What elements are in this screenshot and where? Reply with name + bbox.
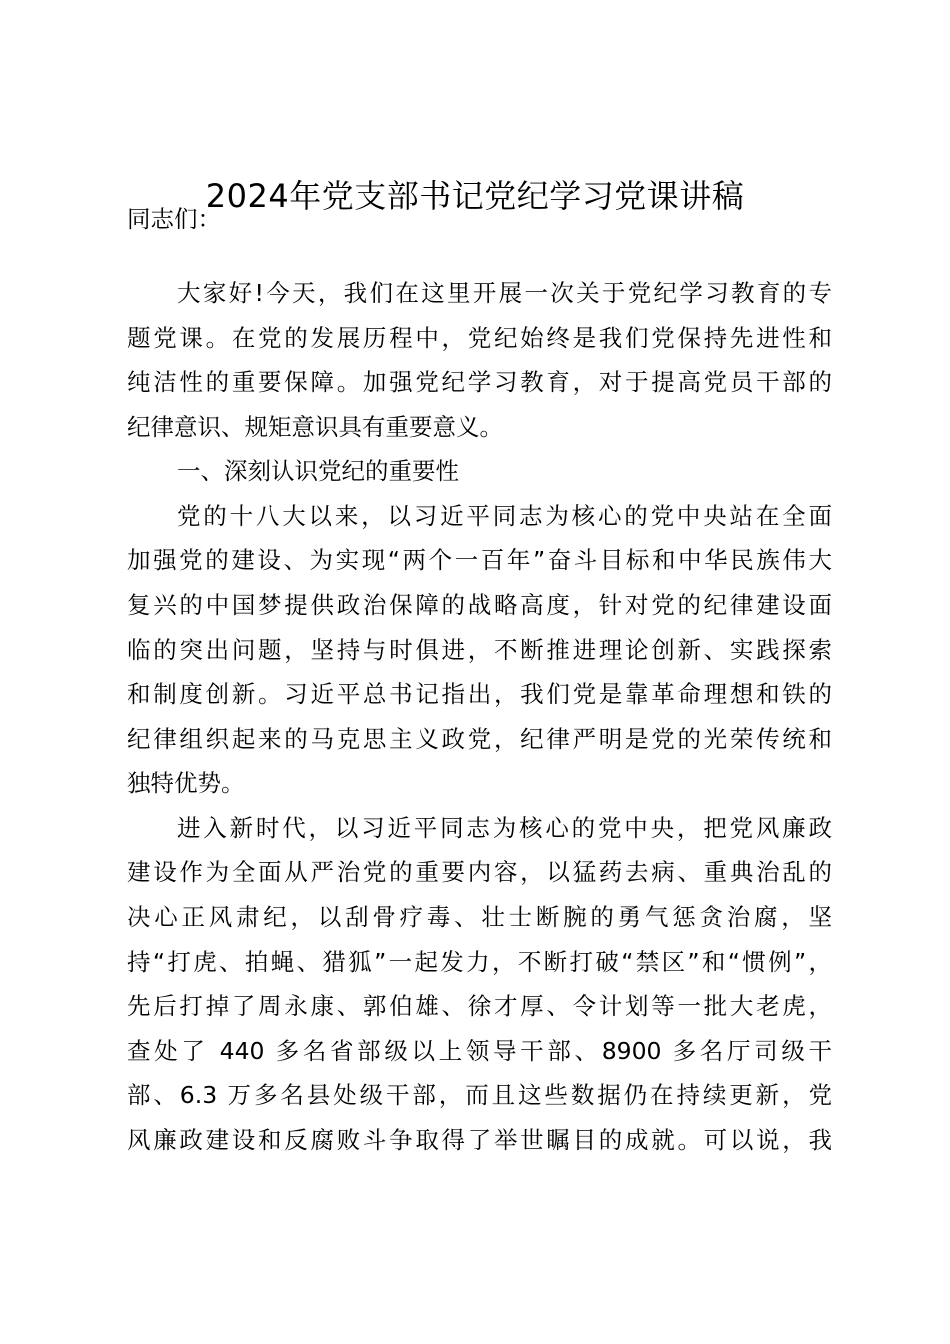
document-title: 2024年党支部书记党纪学习党课讲稿: [205, 177, 745, 215]
paragraph-line: 加强党的建设、为实现“两个一百年”奋斗目标和中华民族伟大: [127, 546, 832, 574]
paragraph-line: 先后打掉了周永康、郭伯雄、徐才厚、令计划等一批大老虎，: [127, 992, 832, 1020]
paragraph-line: 大家好!今天，我们在这里开展一次关于党纪学习教育的专: [177, 279, 832, 307]
paragraph-line: 党的十八大以来，以习近平同志为核心的党中央站在全面: [177, 502, 832, 530]
paragraph-line: 部、6.3 万多名县处级干部，而且这些数据仍在持续更新，党: [127, 1081, 832, 1109]
paragraph-line: 建设作为全面从严治党的重要内容，以猛药去病、重典治乱的: [127, 858, 832, 886]
paragraph-line: 纯洁性的重要保障。加强党纪学习教育，对于提高党员干部的: [127, 368, 832, 396]
paragraph-line: 持“打虎、拍蝇、猎狐”一起发力，不断打破“禁区”和“惯例”，: [127, 948, 832, 976]
paragraph-line: 题党课。在党的发展历程中，党纪始终是我们党保持先进性和: [127, 324, 832, 352]
paragraph-line: 风廉政建设和反腐败斗争取得了举世瞩目的成就。可以说，我: [127, 1126, 832, 1154]
paragraph-line: 纪律组织起来的马克思主义政党，纪律严明是党的光荣传统和: [127, 725, 832, 753]
section-heading: 一、深刻认识党纪的重要性: [177, 457, 459, 485]
greeting: 同志们：: [127, 205, 221, 233]
paragraph-line: 复兴的中国梦提供政治保障的战略高度，针对党的纪律建设面: [127, 591, 832, 619]
paragraph-line: 决心正风肃纪，以刮骨疗毒、壮士断腕的勇气惩贪治腐，坚: [127, 903, 832, 931]
paragraph-line: 和制度创新。习近平总书记指出，我们党是靠革命理想和铁的: [127, 680, 832, 708]
paragraph-line: 进入新时代，以习近平同志为核心的党中央，把党风廉政: [177, 814, 832, 842]
paragraph-line: 查处了 440 多名省部级以上领导干部、8900 多名厅司级干: [127, 1037, 832, 1065]
paragraph-line: 临的突出问题，坚持与时俱进，不断推进理论创新、实践探索: [127, 636, 832, 664]
paragraph-line: 独特优势。: [127, 769, 245, 797]
paragraph-line: 纪律意识、规矩意识具有重要意义。: [127, 413, 503, 441]
